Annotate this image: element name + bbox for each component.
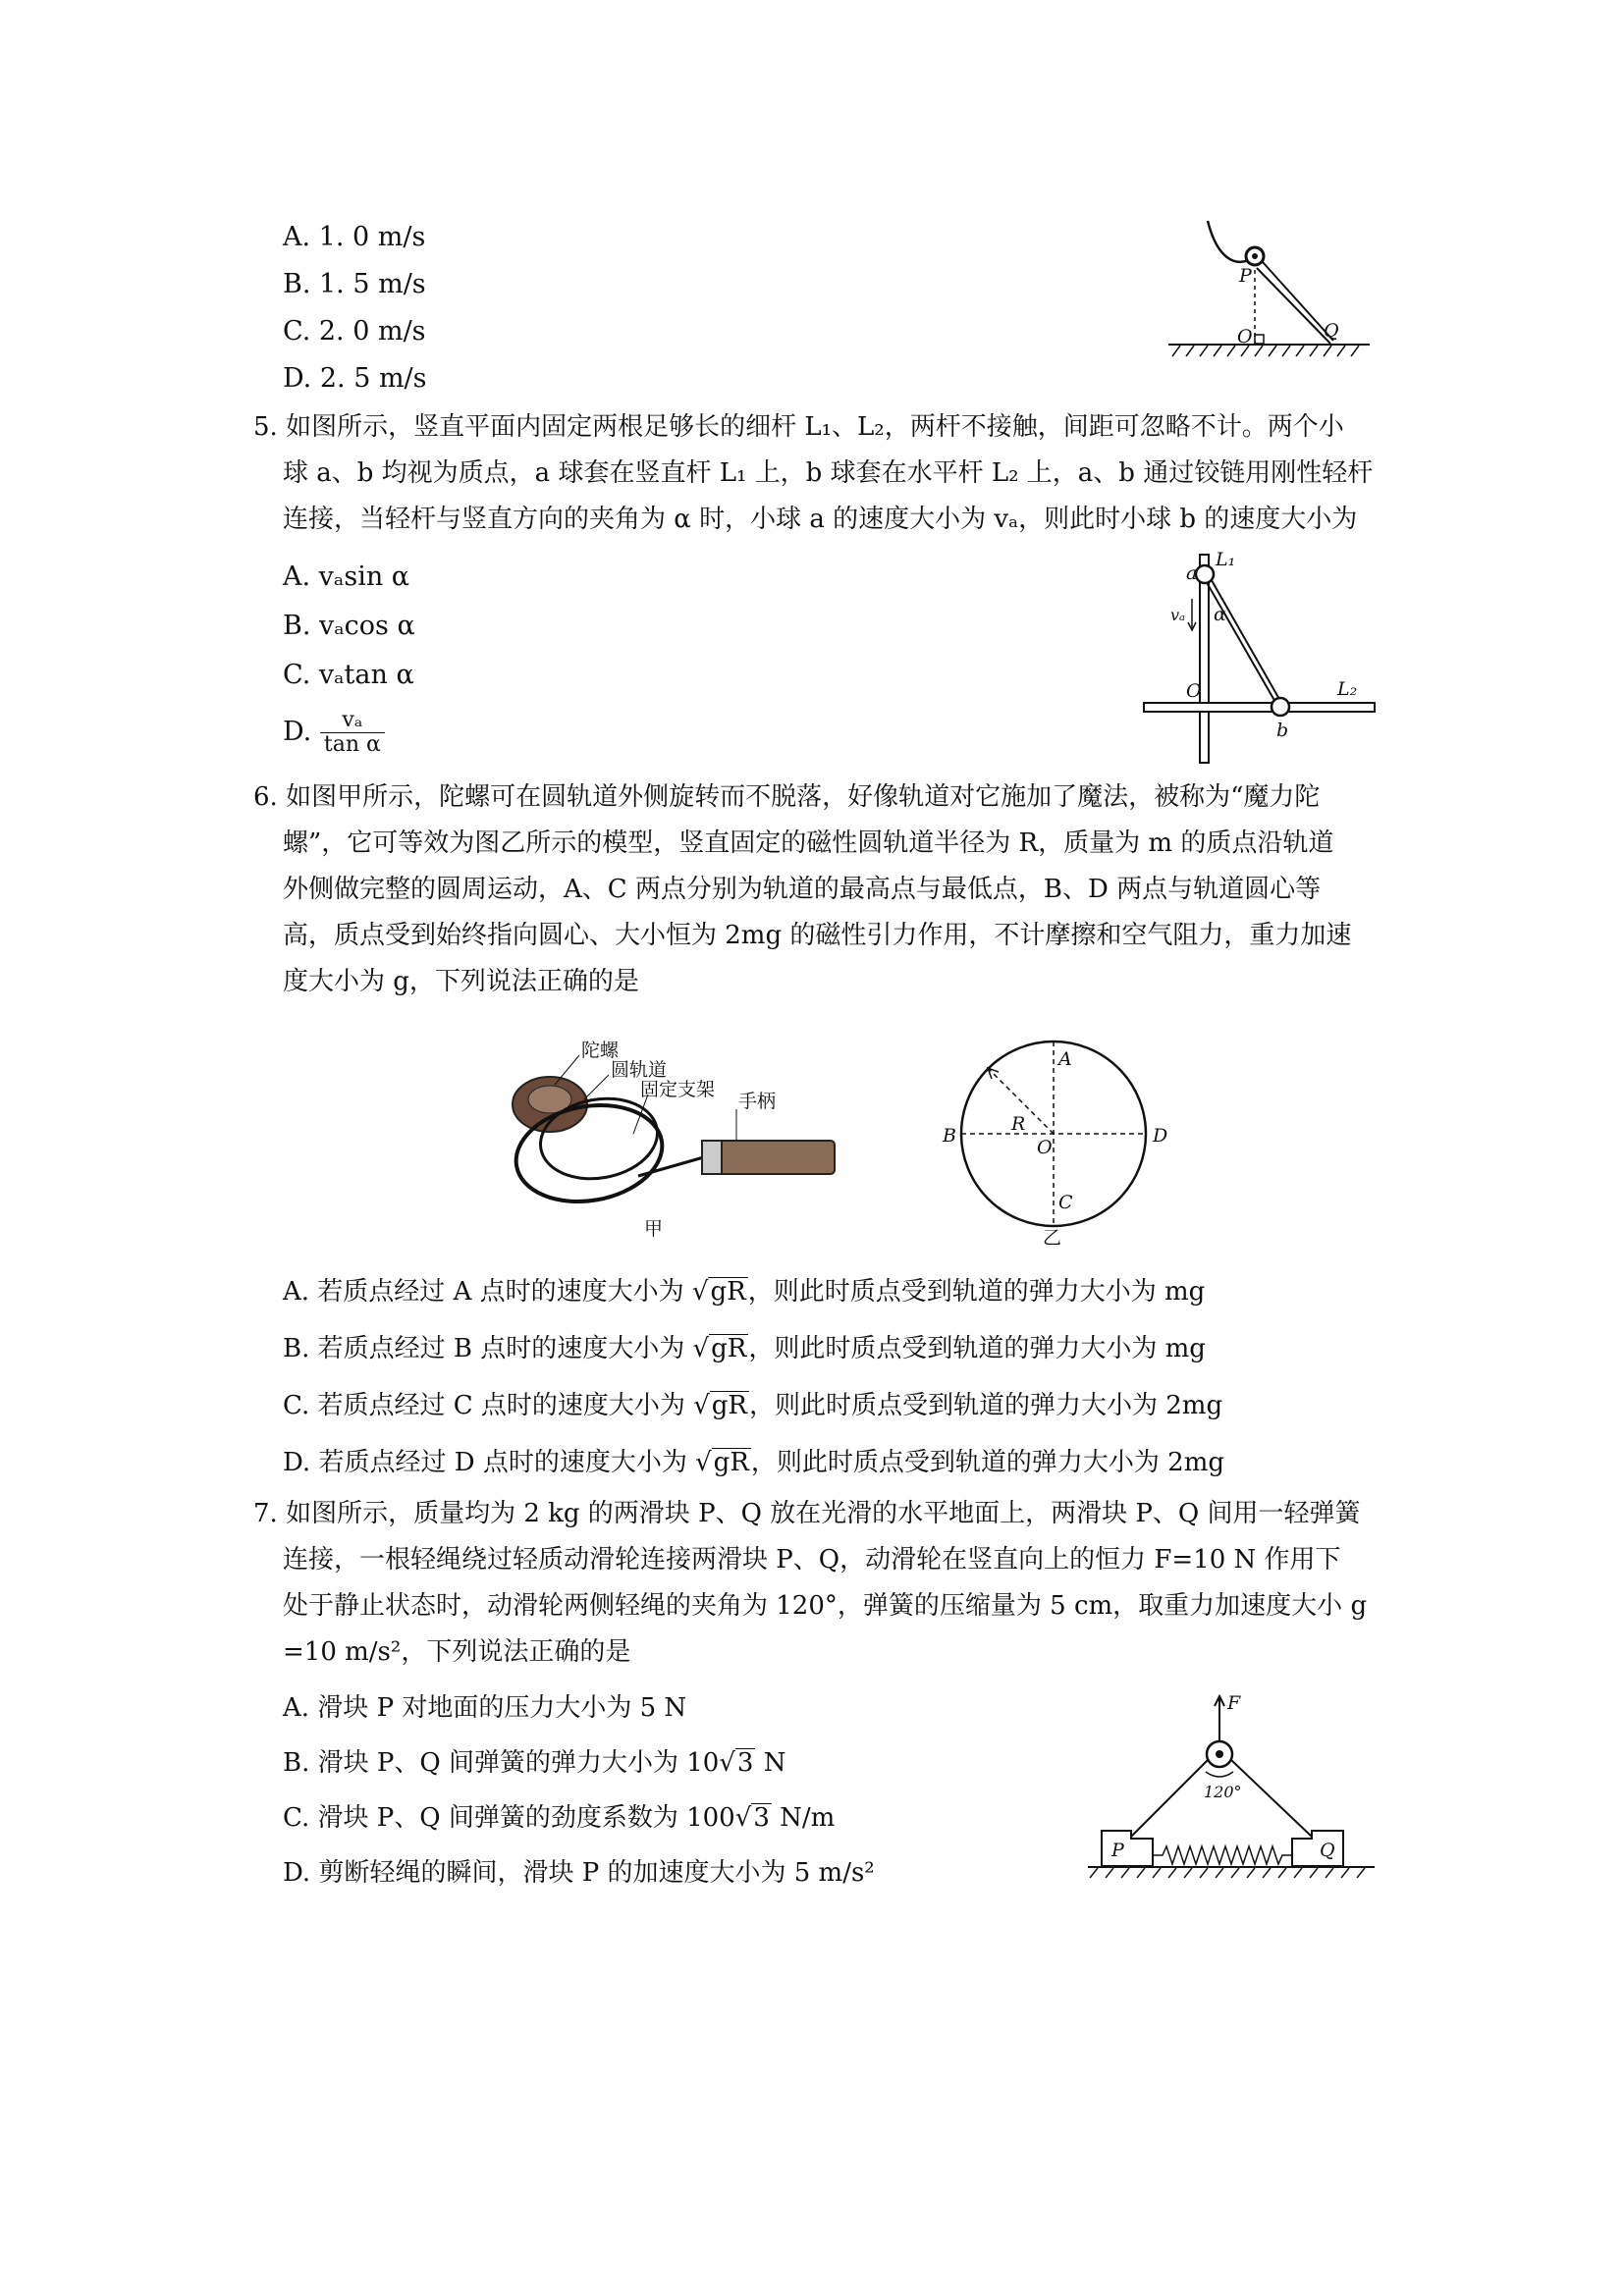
q6-yi-label-a: A	[1058, 1048, 1072, 1070]
q6-option-d	[283, 1443, 1224, 1482]
sqrt-sign: √	[734, 1803, 752, 1833]
q4-option-b: B. 1. 5 m/s	[283, 269, 426, 299]
q7-option-b-pre: B. 滑块 P、Q 间弹簧的弹力大小为 10	[283, 1748, 720, 1778]
q7-option-c-radicand: 3	[753, 1803, 770, 1833]
q6-option-a	[283, 1272, 1205, 1311]
q4-option-a: A. 1. 0 m/s	[283, 222, 426, 252]
q4-figure	[1159, 211, 1384, 368]
q6-option-b	[283, 1329, 1206, 1368]
q6-option-c-radicand: gR	[711, 1391, 747, 1420]
q7-option-a: A. 滑块 P 对地面的压力大小为 5 N	[283, 1693, 687, 1723]
q5-label-va: vₐ	[1170, 606, 1186, 624]
q7-option-b	[283, 1743, 785, 1783]
q6-jia-label-tuoluo: 陀螺	[581, 1040, 620, 1061]
q7-line-1: 7. 如图所示，质量均为 2 kg 的两滑块 P、Q 放在光滑的水平地面上，两滑块 P、Q 间用一轻弹簧	[253, 1499, 1361, 1528]
q4-option-d: D. 2. 5 m/s	[283, 363, 427, 394]
q6-jia-caption: 甲	[644, 1218, 664, 1237]
q5-option-d-prefix: D.	[283, 717, 312, 747]
q7-option-c-pre: C. 滑块 P、Q 间弹簧的劲度系数为 100	[283, 1803, 735, 1833]
q7-figure	[1080, 1693, 1394, 1890]
q7-line-2: 连接，一根轻绳绕过轻质动滑轮连接两滑块 P、Q，动滑轮在竖直向上的恒力 F=10 N 作用下	[283, 1545, 1341, 1575]
q6-option-b-pre: B. 若质点经过 B 点时的速度大小为	[283, 1334, 693, 1363]
q6-option-d-post: ，则此时质点受到轨道的弹力大小为 2mg	[750, 1448, 1225, 1477]
q7-option-d: D. 剪断轻绳的瞬间，滑块 P 的加速度大小为 5 m/s²	[283, 1858, 875, 1888]
q7-line-3: 处于静止状态时，动滑轮两侧轻绳的夹角为 120°，弹簧的压缩量为 5 cm，取重力加速度大小 g	[283, 1591, 1368, 1621]
q6-option-b-post: ，则此时质点受到轨道的弹力大小为 mg	[748, 1334, 1206, 1363]
q5-label-b: b	[1276, 720, 1289, 741]
q6-option-b-radicand: gR	[711, 1334, 747, 1363]
q5-option-c: C. vₐtan α	[283, 660, 414, 690]
q7-option-c-post: N/m	[771, 1803, 836, 1833]
q6-option-d-pre: D. 若质点经过 D 点时的速度大小为	[283, 1448, 696, 1477]
q7-label-p: P	[1111, 1840, 1124, 1861]
q7-option-b-post: N	[755, 1748, 786, 1778]
q5-line-3: 连接，当轻杆与竖直方向的夹角为 α 时，小球 a 的速度大小为 vₐ，则此时小球 b 的速度大小为	[283, 505, 1358, 534]
q6-option-c-post: ，则此时质点受到轨道的弹力大小为 2mg	[749, 1391, 1223, 1420]
q6-jia-label-yuanguidao: 圆轨道	[611, 1059, 668, 1081]
q6-yi-label-d: D	[1153, 1125, 1168, 1147]
q7-line-4: =10 m/s²，下列说法正确的是	[283, 1637, 631, 1667]
q6-option-a-post: ，则此时质点受到轨道的弹力大小为 mg	[747, 1277, 1206, 1307]
sqrt-sign: √	[719, 1748, 735, 1778]
q7-label-f: F	[1227, 1693, 1241, 1714]
q6-option-c	[283, 1386, 1222, 1425]
q6-option-c-pre: C. 若质点经过 C 点时的速度大小为	[283, 1391, 694, 1420]
sqrt-sign: √	[693, 1391, 710, 1420]
q5-option-d-fraction	[320, 709, 385, 757]
q5-option-d-numerator: vₐ	[320, 709, 385, 733]
q6-option-d-radicand: gR	[713, 1448, 749, 1477]
q4-label-p: P	[1239, 265, 1252, 287]
q6-option-a-radicand: gR	[710, 1277, 746, 1307]
q5-label-alpha: α	[1214, 604, 1226, 625]
q5-option-d-denominator: tan α	[323, 732, 381, 757]
q6-line-3: 外侧做完整的圆周运动，A、C 两点分别为轨道的最高点与最低点，B、D 两点与轨道圆心等	[283, 875, 1322, 904]
q6-figure-jia	[511, 1031, 844, 1237]
q6-jia-label-shoubing: 手柄	[738, 1091, 777, 1112]
q6-yi-label-o: O	[1037, 1137, 1053, 1158]
q5-label-o: O	[1186, 680, 1202, 702]
q7-option-b-radicand: 3	[736, 1748, 754, 1778]
q6-yi-caption: 乙	[1043, 1227, 1062, 1247]
q7-label-angle: 120°	[1204, 1783, 1242, 1801]
q5-label-l2: L₂	[1337, 678, 1358, 700]
sqrt-sign: √	[695, 1448, 712, 1477]
q6-line-5: 度大小为 g，下列说法正确的是	[283, 967, 639, 996]
q4-option-c: C. 2. 0 m/s	[283, 316, 426, 347]
q6-line-2: 螺”，它可等效为图乙所示的模型，竖直固定的磁性圆轨道半径为 R，质量为 m 的质点沿轨道	[283, 828, 1334, 858]
q4-label-q: Q	[1324, 320, 1339, 342]
q5-option-b: B. vₐcos α	[283, 611, 415, 641]
q5-option-d	[283, 709, 385, 757]
q4-label-o: O	[1237, 326, 1253, 347]
q6-line-1: 6. 如图甲所示，陀螺可在圆轨道外侧旋转而不脱落，好像轨道对它施加了魔法，被称为“魔力陀	[253, 782, 1321, 812]
q7-label-q: Q	[1320, 1840, 1335, 1861]
q6-jia-label-zhijia: 固定支架	[640, 1079, 716, 1100]
q5-option-a: A. vₐsin α	[283, 561, 410, 592]
q5-line-2: 球 a、b 均视为质点，a 球套在竖直杆 L₁ 上，b 球套在水平杆 L₂ 上，a、b 通过铰链用刚性轻杆	[283, 458, 1374, 488]
q5-label-l1: L₁	[1216, 550, 1236, 570]
q5-line-1: 5. 如图所示，竖直平面内固定两根足够长的细杆 L₁、L₂，两杆不接触，间距可忽略不计。两个小	[253, 412, 1344, 442]
sqrt-sign: √	[691, 1277, 709, 1307]
q6-yi-label-r: R	[1011, 1113, 1026, 1135]
sqrt-sign: √	[692, 1334, 710, 1363]
q6-yi-label-c: C	[1058, 1192, 1073, 1213]
q6-yi-label-b: B	[943, 1125, 956, 1147]
q5-figure	[1129, 550, 1384, 771]
q6-option-a-pre: A. 若质点经过 A 点时的速度大小为	[283, 1277, 692, 1307]
q7-option-c	[283, 1798, 835, 1838]
q6-line-4: 高，质点受到始终指向圆心、大小恒为 2mg 的磁性引力作用，不计摩擦和空气阻力，重力加速	[283, 921, 1352, 950]
q5-label-a: a	[1186, 562, 1198, 584]
q6-figure-yi	[933, 1036, 1188, 1247]
